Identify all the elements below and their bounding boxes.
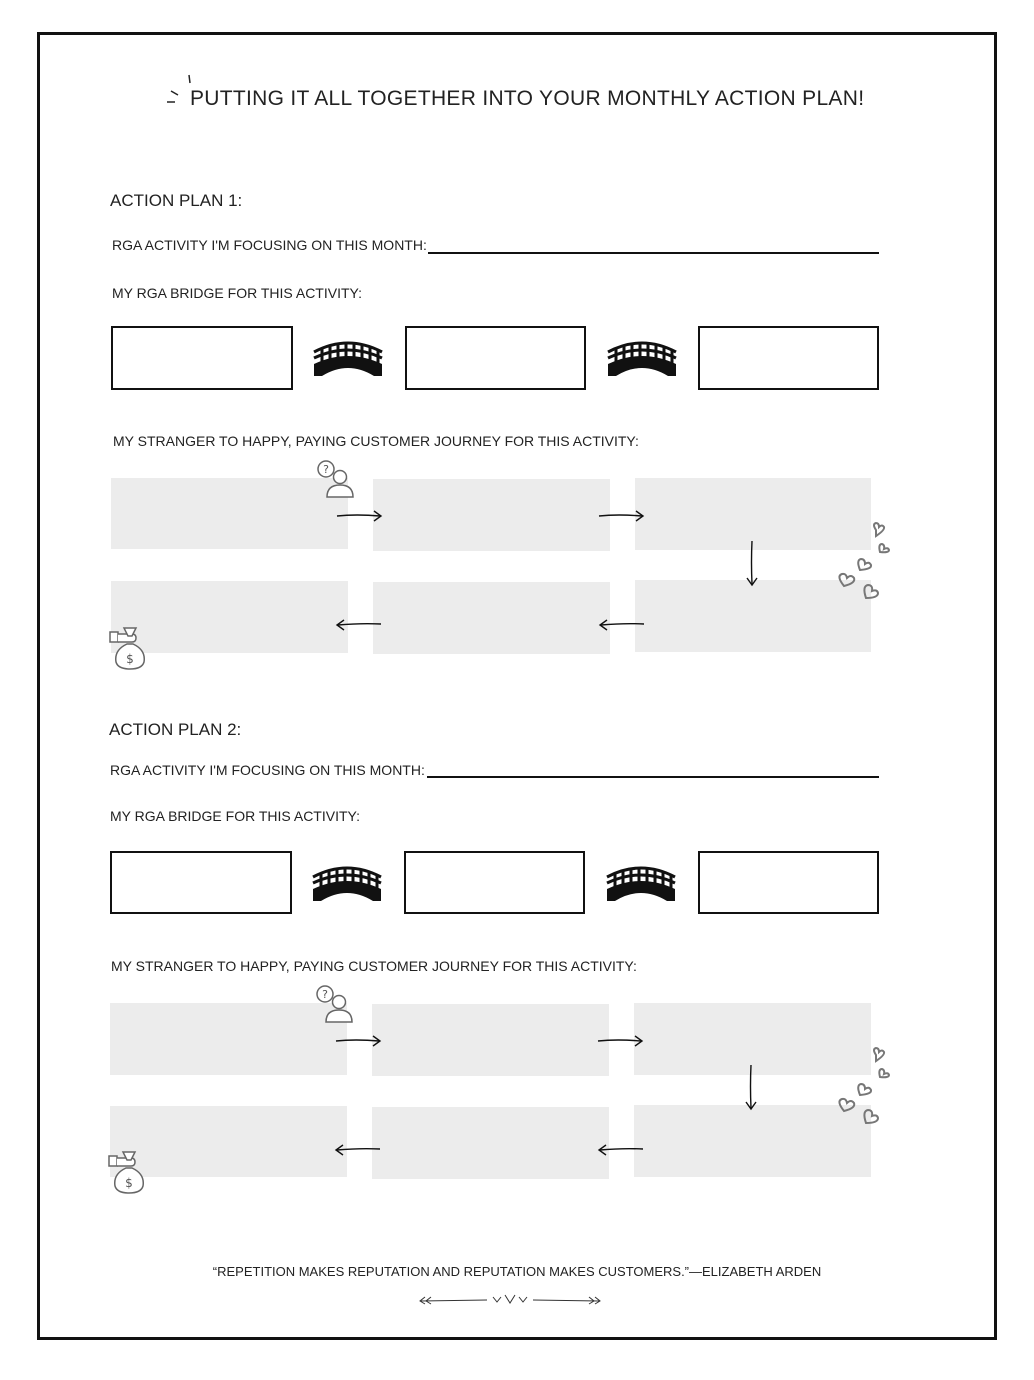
money-bag-icon xyxy=(108,624,148,670)
arrow-icon xyxy=(597,1033,645,1049)
money-bag-icon xyxy=(107,1148,147,1194)
bridge-icon xyxy=(605,861,677,905)
svg-text:$: $ xyxy=(126,652,134,666)
activity-label-1: RGA ACTIVITY I'M FOCUSING ON THIS MONTH: xyxy=(112,237,427,253)
bridge-label-1: MY RGA BRIDGE FOR THIS ACTIVITY: xyxy=(112,285,362,301)
journey-box-1-5[interactable] xyxy=(373,582,610,654)
bridge-box-1c[interactable] xyxy=(698,326,879,390)
arrow-icon xyxy=(335,1033,383,1049)
bridge-box-2c[interactable] xyxy=(698,851,879,914)
activity-input-line-2[interactable] xyxy=(427,776,879,778)
svg-text:?: ? xyxy=(322,988,328,1001)
bridge-icon xyxy=(311,861,383,905)
bridge-box-2a[interactable] xyxy=(110,851,292,914)
svg-text:$: $ xyxy=(125,1176,133,1190)
bridge-label-2: MY RGA BRIDGE FOR THIS ACTIVITY: xyxy=(110,808,360,824)
footer-quote: “REPETITION MAKES REPUTATION AND REPUTATION MAKES CUSTOMERS.”—ELIZABETH ARDEN xyxy=(212,1264,822,1279)
activity-input-line-1[interactable] xyxy=(428,252,879,254)
bridge-icon xyxy=(606,336,678,380)
journey-label-1: MY STRANGER TO HAPPY, PAYING CUSTOMER JOURNEY FOR THIS ACTIVITY: xyxy=(113,433,639,449)
arrow-icon xyxy=(597,1142,645,1158)
journey-box-2-1[interactable] xyxy=(110,1003,347,1075)
page-title: PUTTING IT ALL TOGETHER INTO YOUR MONTHLY ACTION PLAN! xyxy=(190,87,865,110)
hearts-icon xyxy=(834,1045,894,1127)
hearts-icon xyxy=(834,520,894,602)
journey-box-2-2[interactable] xyxy=(372,1004,609,1076)
journey-box-1-2[interactable] xyxy=(373,479,610,551)
arrow-icon xyxy=(598,508,646,524)
bridge-box-1b[interactable] xyxy=(405,326,586,390)
arrow-icon xyxy=(336,508,384,524)
bridge-box-1a[interactable] xyxy=(111,326,293,390)
arrow-icon xyxy=(742,1064,760,1112)
arrow-icon xyxy=(743,540,761,588)
journey-label-2: MY STRANGER TO HAPPY, PAYING CUSTOMER JOURNEY FOR THIS ACTIVITY: xyxy=(111,958,637,974)
svg-text:?: ? xyxy=(323,463,329,476)
arrow-icon xyxy=(598,617,646,633)
question-person-icon xyxy=(315,459,357,501)
bridge-icon xyxy=(312,336,384,380)
activity-label-2: RGA ACTIVITY I'M FOCUSING ON THIS MONTH: xyxy=(110,762,425,778)
flourish-divider-icon xyxy=(417,1291,603,1309)
arrow-icon xyxy=(335,617,383,633)
action-plan-1-title: ACTION PLAN 1: xyxy=(110,191,243,210)
journey-box-1-1[interactable] xyxy=(111,478,348,549)
sparkle-icon xyxy=(163,72,193,106)
arrow-icon xyxy=(334,1142,382,1158)
journey-box-2-5[interactable] xyxy=(372,1107,609,1179)
action-plan-2-title: ACTION PLAN 2: xyxy=(109,720,242,739)
bridge-box-2b[interactable] xyxy=(404,851,585,914)
question-person-icon xyxy=(314,984,356,1026)
